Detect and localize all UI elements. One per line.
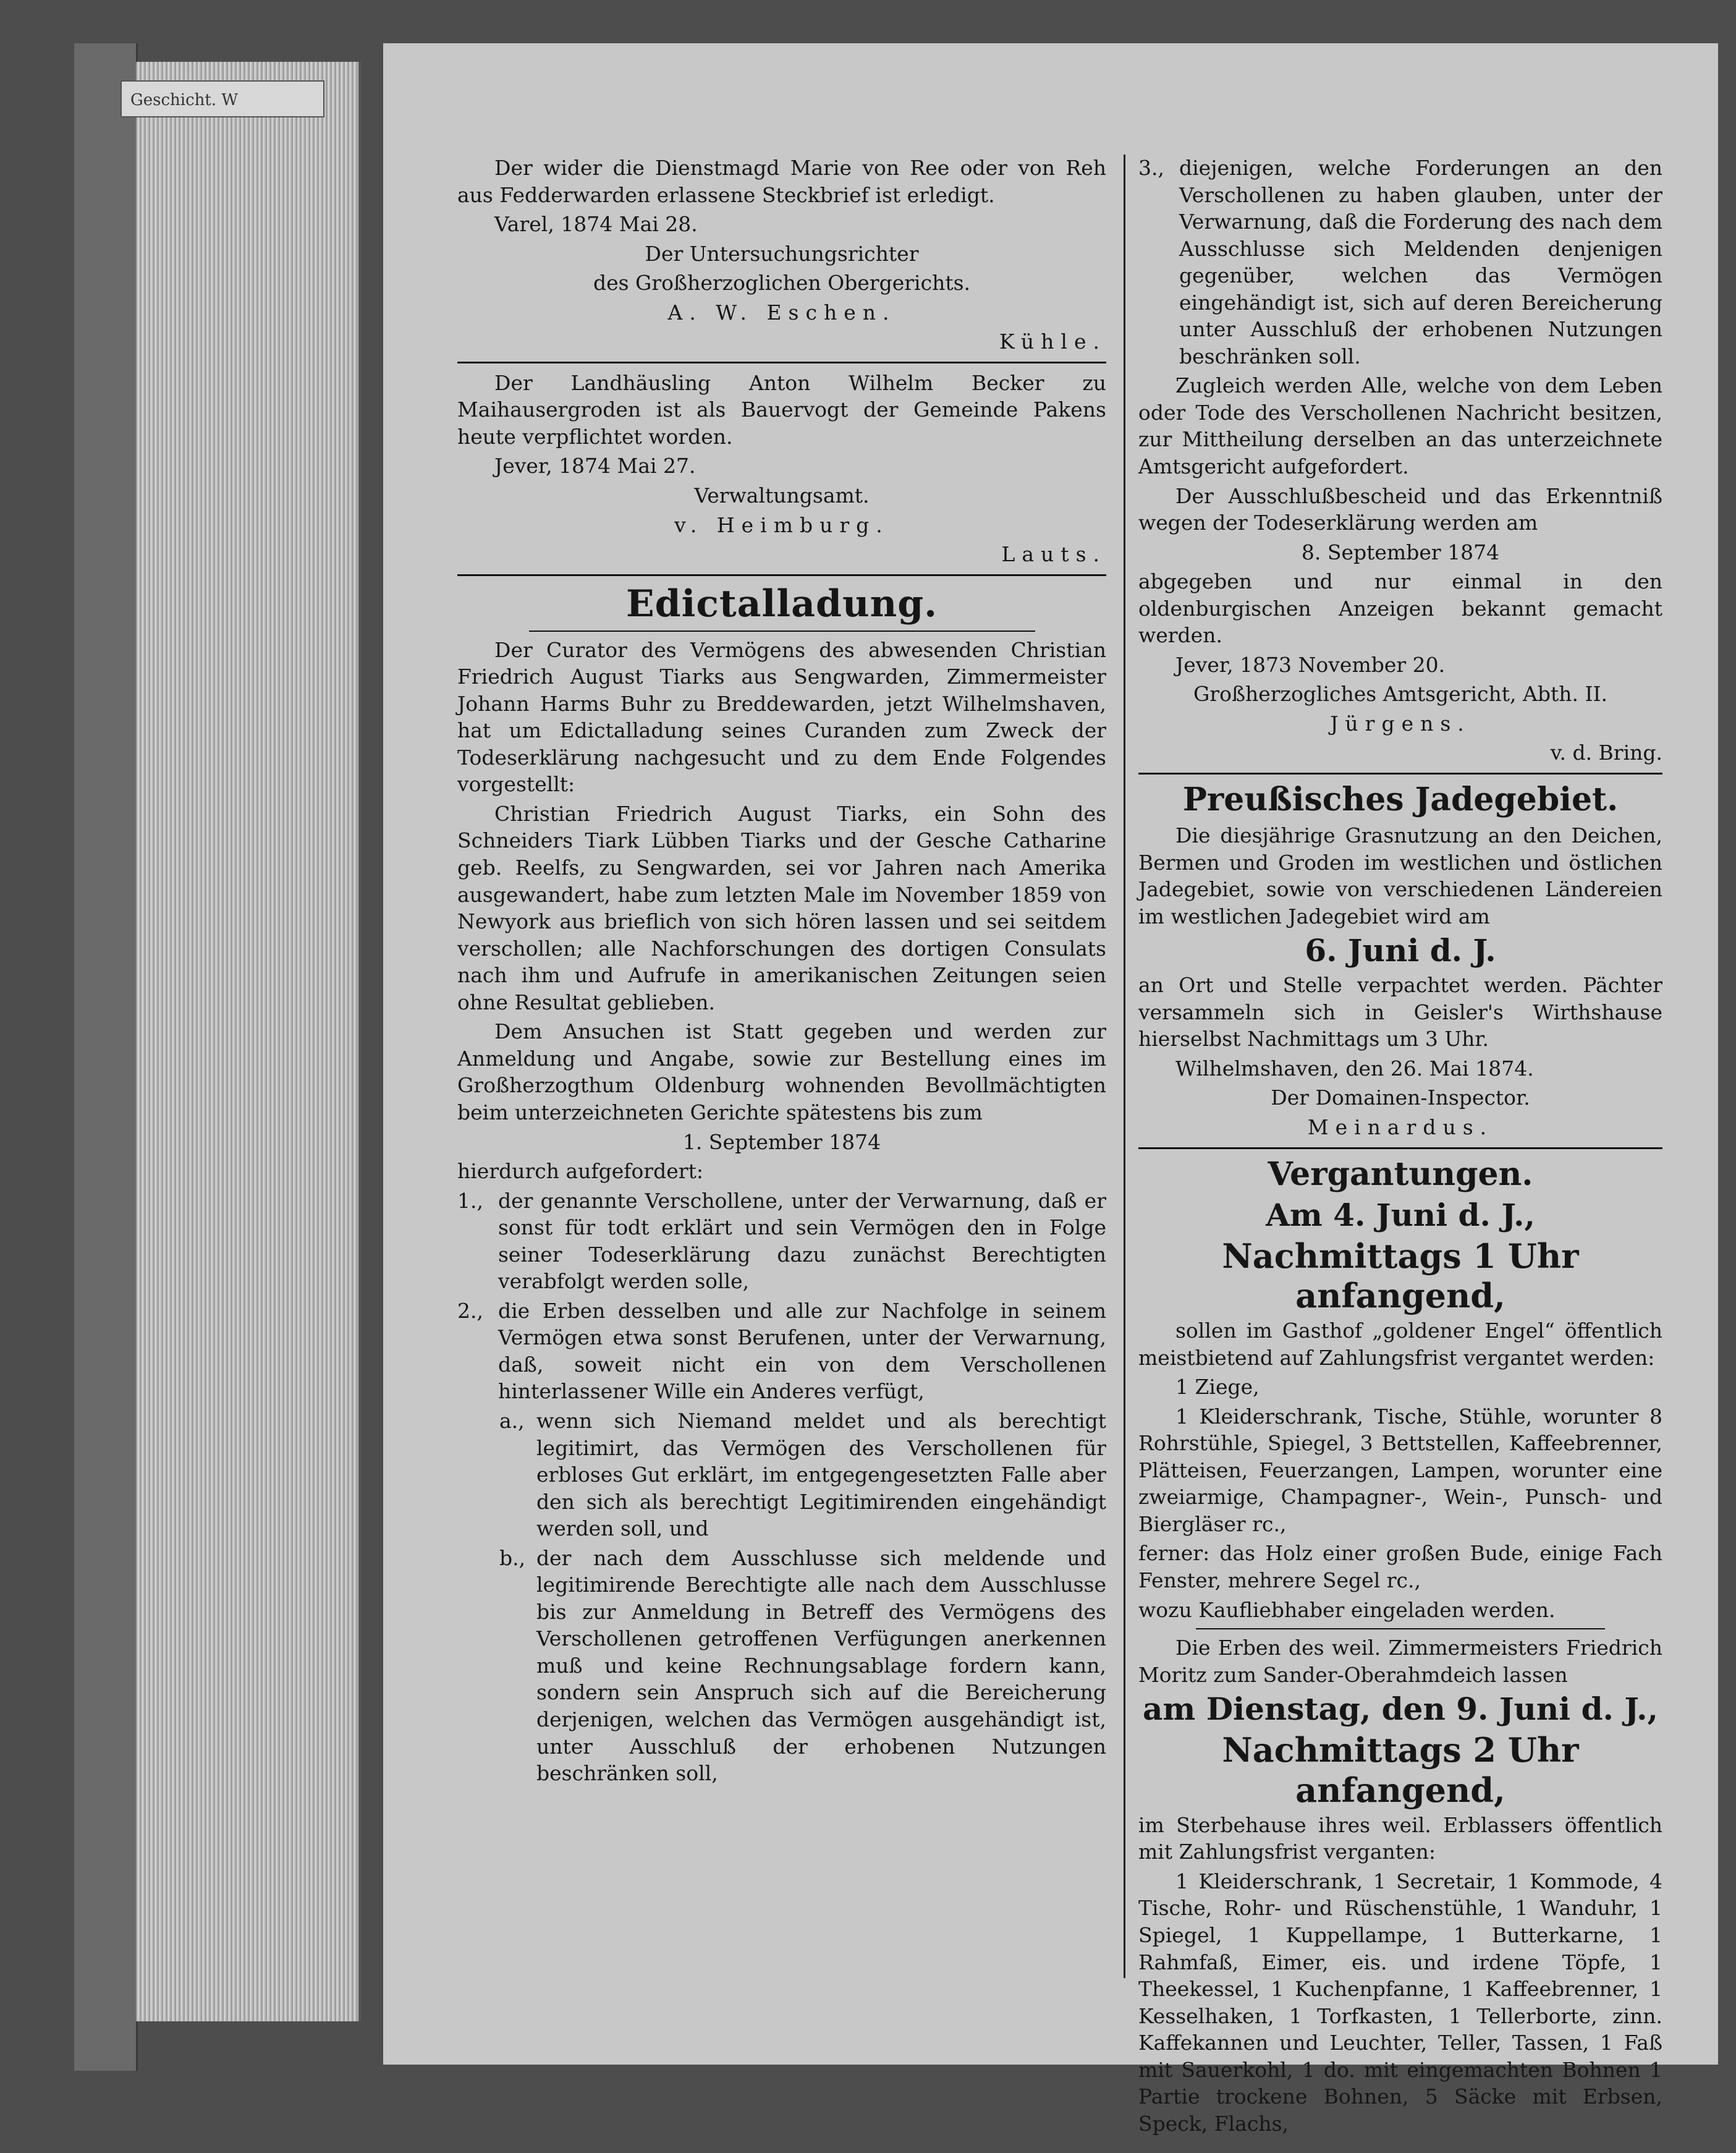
ferner-label: ferner: (1138, 1541, 1210, 1566)
auction2-list: 1 Kleiderschrank, 1 Secretair, 1 Kommode, 4 Tische, Rohr- und Rüschenstühle, 1 Wanduhr, 1 Spiegel, 1 Kuppellampe, 1 Butterkarne, 1 Rahmfaß, Eimer, eis. und irdene Töpfe, 1 Theekessel, 1 Kuchenpfanne, 1 Kaffeebrenner, 1 Kesselhaken, 1 Torfkasten, 1 Tellerborte, zinn. Kaffekannen und Leuchter, Teller, Tassen, 1 Faß mit Sauerkohl, 1 do. mit eingemachten Bohnen 1 Partie trockene Bohnen, 5 Säcke mit Erbsen, Speck, Flachs, (1138, 1869, 1662, 2136)
edictal-p-all: Zugleich werden Alle, welche von dem Leben oder Tode des Verschollenen Nachricht besitzen, zur Mittheilung derselben an das unterzeichnete Amtsgericht aufgefordert. (1138, 373, 1662, 479)
notice-jadegebiet (1138, 781, 1662, 1140)
auction2-text3: im Sterbehause ihres weil. Erblassers öffentlich mit Zahlungsfrist verganten: (1138, 1812, 1662, 1864)
edictal-p3: Dem Ansuchen ist Statt gegeben und werden zur Anmeldung und Angabe, sowie zur Bestellung eines im Großherzogthum Oldenburg wohnenden Bevollmächtigten beim unterzeichneten Gerichte spätestens bis zum (457, 1019, 1106, 1124)
subitem-text: der nach dem Ausschlusse sich meldende und legitimirende Berechtigte alle nach dem Ausschlusse bis zur Anmeldung in Betreff des Vermögens des Verschollenen getroffenen Verfügungen anerkennen muß und keine Rechnungsablage fordern kann, sondern sein Anspruch sich auf die Bereicherung derjenigen, welchen das Vermögen ausgehändigt ist, unter Ausschluß der erhobenen Nutzungen beschränken soll, (536, 1545, 1106, 1786)
bauervogt-place-date: Jever, 1874 Mai 27. (494, 454, 696, 478)
jadegebiet-place-date: Wilhelmshaven, den 26. Mai 1874. (1175, 1056, 1534, 1081)
auction1-ferner (1138, 1540, 1662, 1594)
item-text: der genannte Verschollene, unter der Verwarnung, daß er sonst für todt erklärt und sein Vermögen den in Folge seiner Todeserklärung dazu zunächst Berechtigten verabfolgt werden solle, (498, 1188, 1106, 1294)
notice-edictal-continued (1138, 155, 1662, 767)
jadegebiet-text1: Die diesjährige Grasnutzung an den Deichen, Bermen und Groden im westlichen und östlichen Jadegebiet, sowie von verschiedenen Ländereien im westlichen Jadegebiet wird am (1138, 823, 1662, 928)
auction2-text: Die Erben des weil. Zimmermeisters Friedrich Moritz zum Sander-Oberahmdeich lassen (1138, 1636, 1662, 1687)
notice-steckbrief (457, 155, 1106, 355)
edictal-subitem-b (499, 1545, 1106, 1787)
heading-underline (529, 631, 1035, 632)
section-rule (1138, 1147, 1662, 1149)
column-divider (1124, 155, 1125, 1978)
bauervogt-signer: v. Heimburg. (674, 512, 889, 537)
edictal-items-continued (1138, 155, 1662, 370)
item-number: 2., (457, 1298, 483, 1323)
auction1-closing: wozu Kaufliebhaber eingeladen werden. (1138, 1597, 1556, 1622)
bauervogt-clerk: Lauts. (1001, 542, 1106, 567)
notice-bauervogt (457, 370, 1106, 568)
subitem-letter: a., (499, 1408, 525, 1433)
item-text: diejenigen, welche Forderungen an den Verschollenen zu haben glauben, unter der Verwarnung, daß die Forderung des nach dem Ausschlusse sich Meldenden denjenigen gegenüber, welchen das Vermögen eingehändigt ist, sich auf deren Bereicherung unter Ausschluß der erhobenen Nutzungen beschränken soll. (1179, 156, 1662, 368)
subitem-letter: b., (499, 1545, 526, 1570)
book-spine (74, 43, 138, 2071)
steckbrief-org2: des Großherzoglichen Obergerichts. (593, 271, 971, 295)
edictal-p2: Christian Friedrich August Tiarks, ein Sohn des Schneiders Tiark Lübben Tiarks und der Gesche Catharine geb. Reelfs, zu Sengwarden, sei vor Jahren nach Amerika ausgewandert, habe zum letzten Male im November 1859 von Newyork aus brieflich von sich hören lassen und sei seitdem verschollen; alle Nachforschungen des dortigen Consulats nach ihm und Aufrufe in amerikanischen Zeitungen seien ohne Resultat geblieben. (457, 801, 1106, 1014)
edictal-deadline: 1. September 1874 (682, 1129, 881, 1154)
newspaper-page (383, 43, 1718, 2136)
edictal-clerk: v. d. Bring. (1550, 741, 1662, 765)
item-number: 1., (457, 1188, 483, 1213)
page-block-edge (136, 62, 361, 2021)
section-rule (1138, 773, 1662, 775)
edictal-p-abgegeben: abgegeben und nur einmal in den oldenburgischen Anzeigen bekannt gemacht werden. (1138, 569, 1662, 648)
subitem-text: wenn sich Niemand meldet und als berechtigt legitimirt, das Vermögen des Verschollenen für erbloses Gut erklärt, im entgegengesetzten Falle aber den sich als berechtigt Legitimirenden eingehändigt werden soll, und (536, 1408, 1106, 1541)
edictal-item-2 (457, 1297, 1106, 1405)
edictal-verdict-date: 8. September 1874 (1301, 540, 1500, 564)
auction1-item-a: 1 Ziege, (1175, 1375, 1260, 1399)
edictal-p1: Der Curator des Vermögens des abwesenden Christian Friedrich August Tiarks aus Sengwarden, Zimmermeister Johann Harms Buhr zu Breddewarden, jetzt Wilhelmshaven, hat um Edictalladung seines Curanden zum Zweck der Todeserklärung nachgesucht und zu dem Ende Folgendes vorgestellt: (457, 637, 1106, 797)
edictal-p-bescheid: Der Ausschlußbescheid und das Erkenntniß wegen der Todeserklärung werden am (1138, 483, 1662, 535)
auction-separator (1196, 1628, 1604, 1629)
edictal-item-3 (1138, 155, 1662, 370)
edictal-court: Großherzogliches Amtsgericht, Abth. II. (1193, 682, 1608, 707)
jadegebiet-org: Der Domainen-Inspector. (1271, 1085, 1530, 1110)
edictal-place-date: Jever, 1873 November 20. (1175, 652, 1446, 677)
jadegebiet-text2: an Ort und Stelle verpachtet werden. Pächter versammeln sich in Geisler's Wirthshause hierselbst Nachmittags um 3 Uhr. (1138, 973, 1662, 1051)
vergantungen-heading: Vergantungen. (1268, 1155, 1533, 1193)
edictal-items (457, 1187, 1106, 1405)
auction1-item-b: 1 Kleiderschrank, Tische, Stühle, worunter 8 Rohrstühle, Spiegel, 3 Bettstellen, Kaffeebrenner, Plätteisen, Feuerzangen, Lampen, worunter eine zweiarmige, Champagner-, Wein-, Punsch- und Biergläser rc., (1138, 1404, 1662, 1536)
steckbrief-signer: A. W. Eschen. (667, 300, 896, 325)
edictal-subitem-a (499, 1408, 1106, 1542)
notice-vergantungen (1138, 1155, 1662, 2138)
item-text: die Erben desselben und alle zur Nachfolge in seinem Vermögen etwa sonst Berufenen, unter der Verwarnung, daß, soweit nicht ein von dem Verschollenen hinterlassener Wille ein Anderes verfügt, (498, 1298, 1106, 1404)
section-rule (457, 362, 1106, 363)
auction1-time: Nachmittags 1 Uhr anfangend, (1222, 1236, 1579, 1316)
section-rule (457, 574, 1106, 576)
steckbrief-clerk: Kühle. (999, 329, 1106, 354)
right-column (1138, 155, 1662, 2139)
auction2-time: Nachmittags 2 Uhr anfangend, (1222, 1730, 1579, 1810)
ferner-text: das Holz einer großen Bude, einige Fach Fenster, mehrere Segel rc., (1138, 1541, 1662, 1593)
jadegebiet-date: 6. Juni d. J. (1305, 932, 1496, 969)
steckbrief-place-date: Varel, 1874 Mai 28. (494, 212, 698, 237)
edictal-signer: Jürgens. (1330, 711, 1471, 736)
jadegebiet-heading: Preußisches Jadegebiet. (1182, 781, 1619, 819)
jadegebiet-signer: Meinardus. (1307, 1115, 1494, 1139)
item-number: 3., (1138, 156, 1164, 180)
left-column (457, 155, 1106, 1790)
steckbrief-text: Der wider die Dienstmagd Marie von Ree oder von Reh aus Fedderwarden erlassene Steckbrief ist erledigt. (457, 156, 1106, 207)
edictal-called: hierdurch aufgefordert: (457, 1159, 703, 1184)
bauervogt-org: Verwaltungsamt. (694, 483, 870, 508)
auction1-date: Am 4. Juni d. J., (1266, 1196, 1535, 1233)
page-content (457, 155, 1662, 2136)
steckbrief-org1: Der Untersuchungsrichter (645, 241, 919, 266)
notice-edictalladung (457, 582, 1106, 1787)
auction2-date: am Dienstag, den 9. Juni d. J., (1143, 1691, 1658, 1728)
edictal-subitems (457, 1408, 1106, 1787)
bauervogt-text: Der Landhäusling Anton Wilhelm Becker zu Maihausergroden ist als Bauervogt der Gemeinde Pakens heute verpflichtet worden. (457, 370, 1106, 449)
auction1-text: sollen im Gasthof „goldener Engel“ öffentlich meistbietend auf Zahlungsfrist vergantet werden: (1138, 1319, 1662, 1370)
edictal-heading: Edictalladung. (625, 582, 938, 626)
edictal-item-1 (457, 1187, 1106, 1295)
spine-label: Geschicht. W (121, 80, 324, 117)
